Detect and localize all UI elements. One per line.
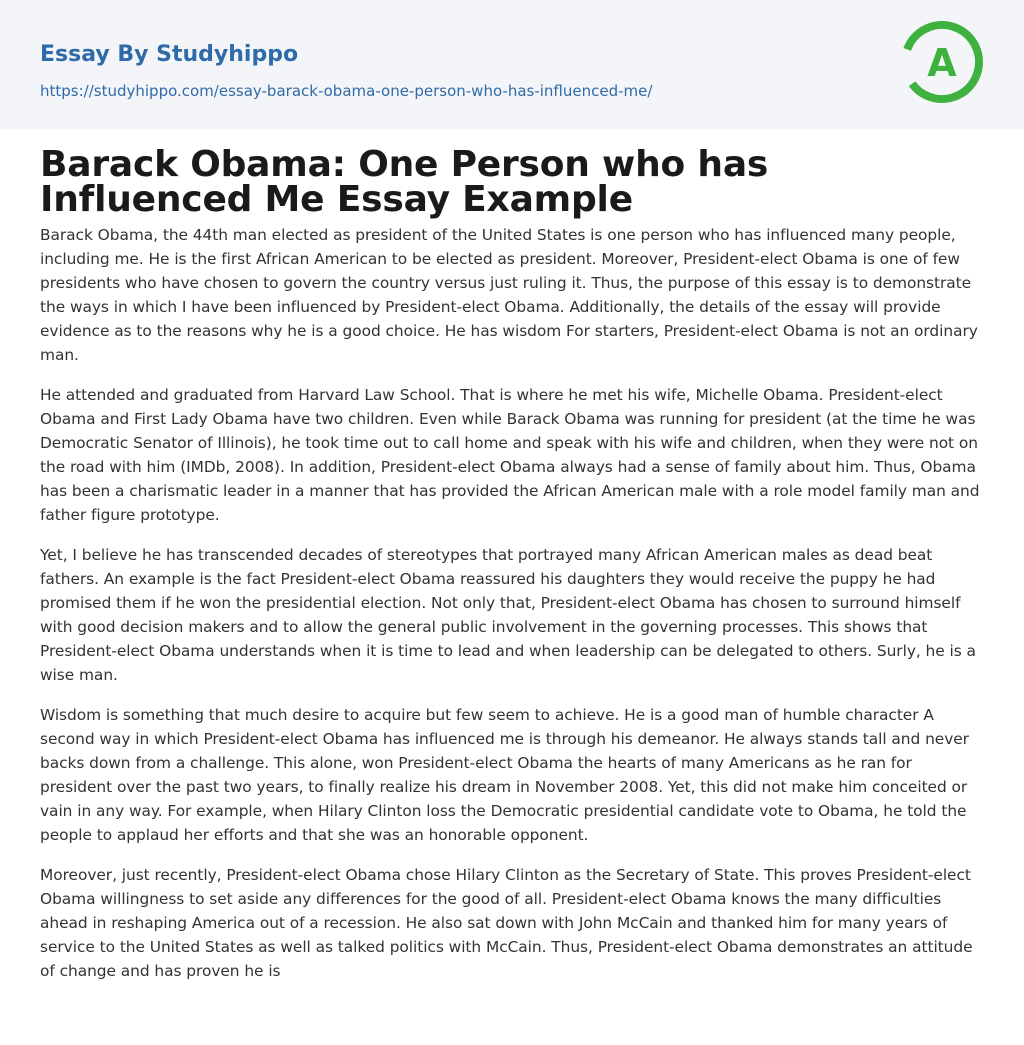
page-title: Barack Obama: One Person who has Influenced Me Essay Example (40, 144, 769, 220)
essay-url-link[interactable]: https://studyhippo.com/essay-barack-obama-one-person-who-has-influenced-me/ (40, 82, 653, 100)
essay-paragraph: Moreover, just recently, President-elect Obama chose Hilary Clinton as the Secretary of State. This proves President-elect Obama willingness to set aside any differences for the good of all. President-elect Obama knows the many difficulties ahead in reshaping America out of a recession. He also sat down with John McCain and thanked him for many years of service to the United States as well as talked politics with McCain. Thus, President-elect Obama demonstrates an attitude of change and has proven he is (40, 866, 973, 980)
site-header (0, 0, 1024, 129)
essay-paragraph: Yet, I believe he has transcended decades of stereotypes that portrayed many African American males as dead beat fathers. An example is the fact President-elect Obama reassured his daughters they would receive the puppy he had promised them if he won the presidential election. Not only that, President-elect Obama has chosen to surround himself with good decision makers and to allow the general public involvement in the governing processes. This shows that President-elect Obama understands when it is time to lead and when leadership can be delegated to others. Surly, he is a wise man. (40, 546, 976, 684)
studyhippo-logo-icon[interactable] (899, 19, 985, 105)
essay-content (0, 129, 1024, 983)
essay-paragraph: Barack Obama, the 44th man elected as president of the United States is one person who has influenced many people, including me. He is the first African American to be elected as president. Moreover, President-elect Obama is one of few presidents who have chosen to govern the country versus just ruling it. Thus, the purpose of this essay is to demonstrate the ways in which I have been influenced by President-elect Obama. Additionally, the details of the essay will provide evidence as to the reasons why he is a good choice. He has wisdom For starters, President-elect Obama is not an ordinary man. (40, 226, 978, 364)
essay-paragraph: He attended and graduated from Harvard Law School. That is where he met his wife, Michelle Obama. President-elect Obama and First Lady Obama have two children. Even while Barack Obama was running for president (at the time he was Democratic Senator of Illinois), he took time out to call home and speak with his wife and children, when they were not on the road with him (IMDb, 2008). In addition, President-elect Obama always had a sense of family about him. Thus, Obama has been a charismatic leader in a manner that has provided the African American male with a role model family man and father figure prototype. (40, 386, 980, 524)
essay-paragraph: Wisdom is something that much desire to acquire but few seem to achieve. He is a good man of humble character A second way in which President-elect Obama has influenced me is through his demeanor. He always stands tall and never backs down from a challenge. This alone, won President-elect Obama the hearts of many Americans as he ran for president over the past two years, to finally realize his dream in November 2008. Yet, this did not make him conceited or vain in any way. For example, when Hilary Clinton loss the Democratic presidential candidate vote to Obama, he told the people to applaud her efforts and that she was an honorable opponent. (40, 706, 969, 844)
logo-letter: A (927, 41, 957, 85)
site-title[interactable]: Essay By Studyhippo (40, 42, 299, 67)
